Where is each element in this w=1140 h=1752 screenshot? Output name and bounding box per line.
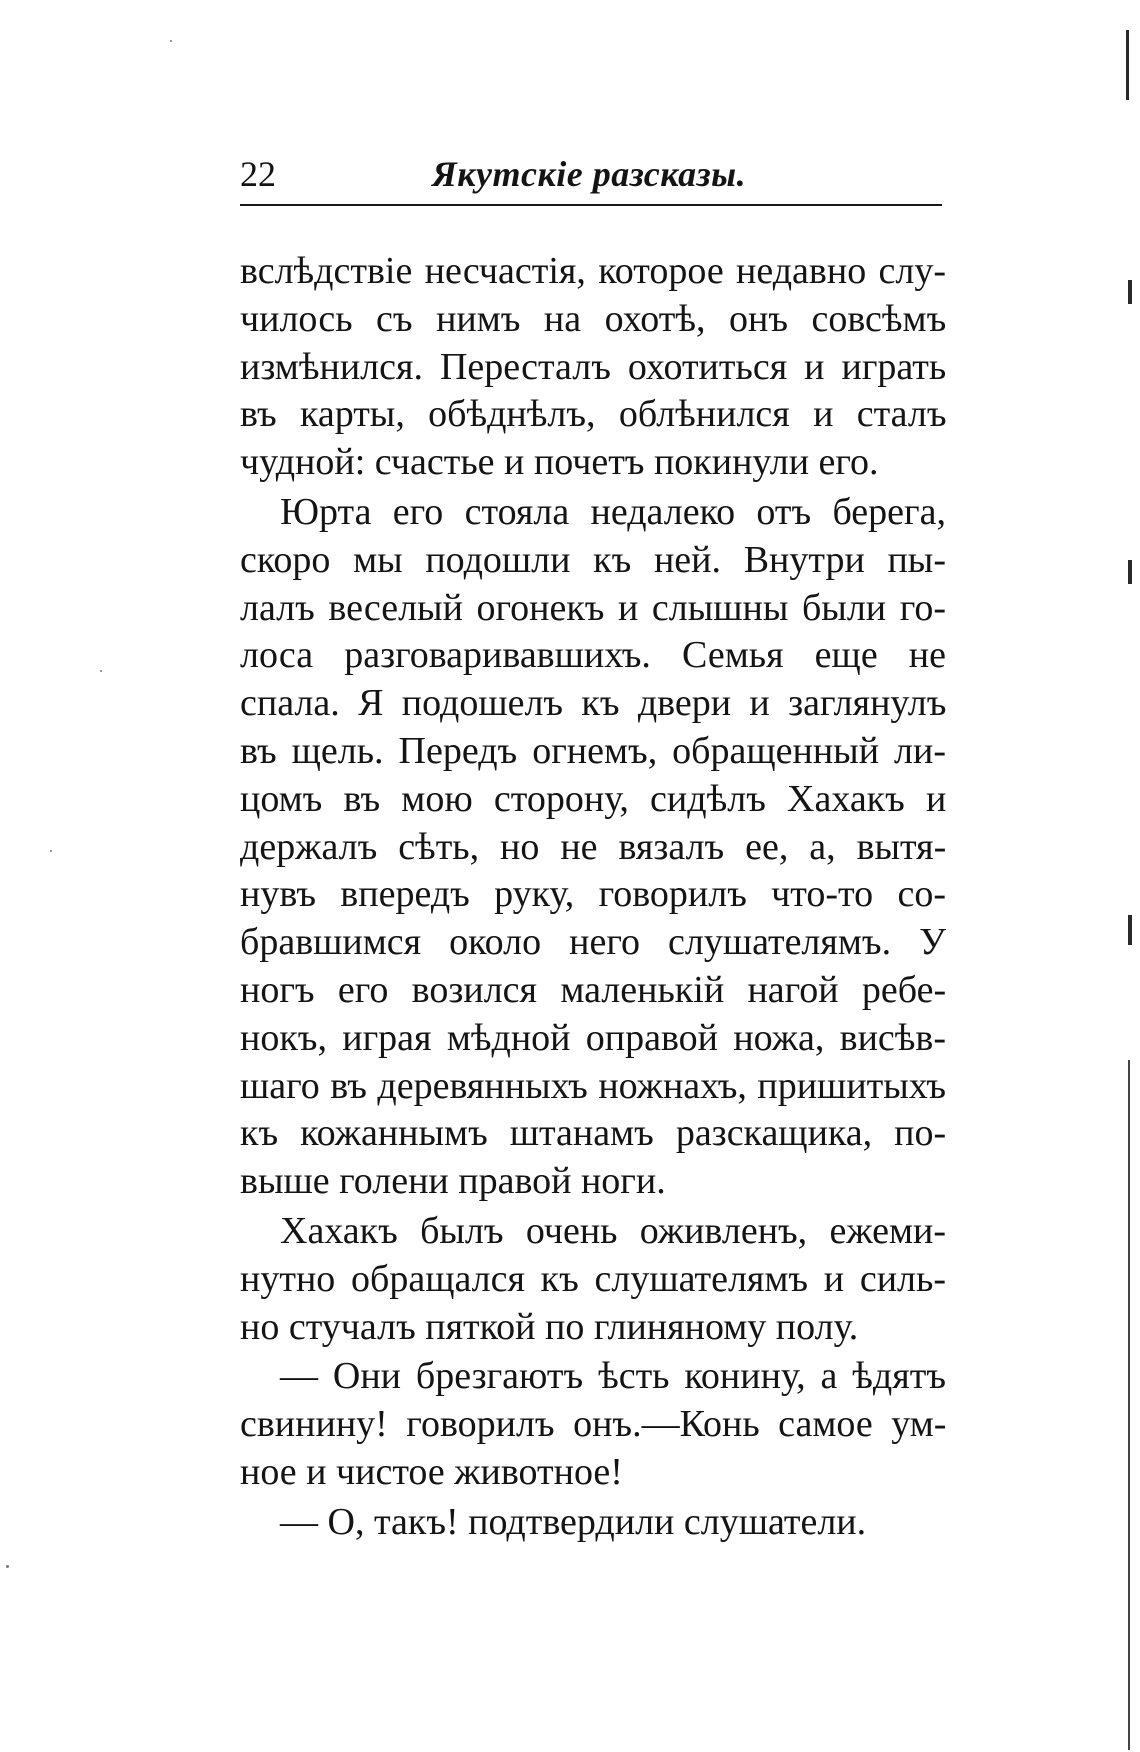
body-text bbox=[240, 248, 946, 1547]
paragraph bbox=[240, 1353, 946, 1496]
text-line: измѣнился. Пересталъ охотиться и играть bbox=[240, 345, 947, 388]
text-line: въ щель. Передъ огнемъ, обращенный ли- bbox=[240, 729, 946, 772]
text-line: чудной: счастье и почетъ покинули его. bbox=[240, 441, 879, 484]
text-line: держалъ сѣть, но не вязалъ ее, а, вытя- bbox=[240, 825, 947, 868]
header-rule bbox=[240, 204, 942, 206]
running-title: Якутскіе разсказы. bbox=[432, 154, 747, 194]
paragraph bbox=[240, 1208, 946, 1351]
paragraph bbox=[240, 489, 946, 1206]
scan-edge-mark bbox=[1126, 30, 1129, 100]
text-line: — О, такъ! подтвердили слушатели. bbox=[280, 1500, 867, 1543]
page-header bbox=[240, 150, 940, 206]
scan-speck bbox=[6, 1565, 9, 1568]
text-line: вслѣдствіе несчастія, которое недавно слу- bbox=[240, 250, 946, 292]
text-line: цомъ въ мою сторону, сидѣлъ Хахакъ и bbox=[240, 777, 947, 820]
text-line: шаго въ деревянныхъ ножнахъ, пришитыхъ bbox=[240, 1064, 946, 1107]
scan-edge-mark bbox=[1128, 280, 1132, 304]
scan-edge-mark bbox=[1128, 560, 1132, 584]
text-line: Хахакъ былъ очень оживленъ, ежеми- bbox=[280, 1209, 946, 1252]
text-line: чилось съ нимъ на охотѣ, онъ совсѣмъ bbox=[240, 297, 947, 340]
scan-speck bbox=[50, 850, 52, 852]
scan-edge-mark bbox=[1128, 915, 1132, 945]
scan-speck bbox=[170, 40, 172, 42]
text-line: бравшимся около него слушателямъ. У bbox=[240, 921, 946, 964]
text-line: выше голени правой ноги. bbox=[240, 1160, 666, 1203]
text-line: скоро мы подошли къ ней. Внутри пы- bbox=[240, 538, 946, 581]
paragraph bbox=[240, 1499, 946, 1547]
text-line: лоса разговаривавшихъ. Семья еще не bbox=[240, 634, 946, 677]
text-line: нувъ впередъ руку, говорилъ что-то со- bbox=[240, 873, 946, 916]
text-line: но стучалъ пяткой по глиняному полу. bbox=[240, 1305, 859, 1348]
text-line: въ карты, обѣднѣлъ, облѣнился и сталъ bbox=[240, 393, 947, 436]
paragraph bbox=[240, 248, 946, 487]
text-line: лалъ веселый огонекъ и слышны были го- bbox=[240, 586, 946, 629]
text-line: ное и чистое животное! bbox=[240, 1450, 623, 1493]
text-line: Юрта его стояла недалеко отъ берега, bbox=[280, 490, 946, 533]
text-line: свинину! говорилъ онъ.—Конь самое ум- bbox=[240, 1403, 947, 1446]
text-line: — Они брезгаютъ ѣсть конину, а ѣдятъ bbox=[280, 1355, 946, 1398]
page-number: 22 bbox=[240, 154, 276, 194]
text-line: спала. Я подошелъ къ двери и заглянулъ bbox=[240, 682, 947, 725]
text-line: къ кожаннымъ штанамъ разскащика, по- bbox=[240, 1112, 947, 1155]
scan-speck bbox=[100, 670, 102, 672]
text-line: нокъ, играя мѣдной оправой ножа, висѣв- bbox=[240, 1016, 947, 1059]
text-line: ногъ его возился маленькій нагой ребе- bbox=[240, 968, 947, 1011]
text-line: нутно обращался къ слушателямъ и силь- bbox=[240, 1257, 946, 1300]
scan-edge-mark bbox=[1128, 1060, 1130, 1750]
